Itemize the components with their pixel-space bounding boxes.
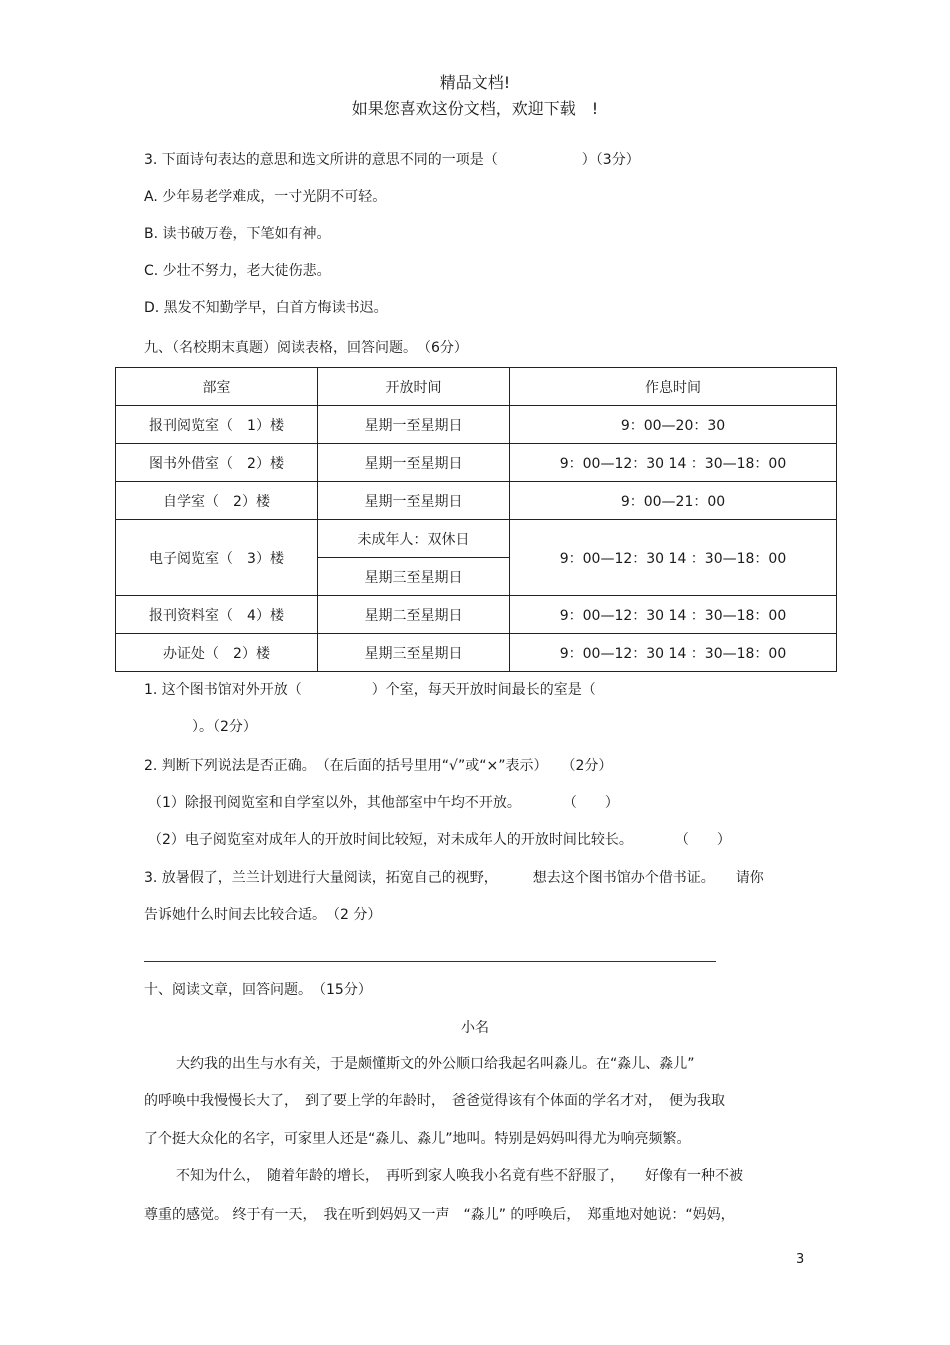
s9-question-1: 1. 这个图书馆对外开放（ ）个室，每天开放时间最长的室是（ bbox=[144, 682, 596, 698]
open-cell: 星期一至星期日 bbox=[318, 482, 510, 520]
hours-cell: 9：00—12：30 14 ：30—18：00 bbox=[510, 444, 837, 482]
article-title: 小名 bbox=[461, 1020, 489, 1036]
section9-title: 九、（名校期末真题）阅读表格，回答问题。 （6分） bbox=[144, 340, 468, 356]
hours-cell: 9：00—21：00 bbox=[510, 482, 837, 520]
schedule-table bbox=[115, 367, 837, 672]
open-cell-adults: 星期三至星期日 bbox=[318, 558, 510, 596]
q3-option-b: B. 读书破万卷，下笔如有神。 bbox=[144, 226, 331, 242]
s9-question-2-item-1: （1）除报刊阅览室和自学室以外，其他部室中午均不开放。 （ ） bbox=[148, 795, 619, 811]
open-cell: 星期三至星期日 bbox=[318, 634, 510, 672]
header-room: 部室 bbox=[116, 368, 318, 406]
q3-option-c: C. 少壮不努力，老大徒伤悲。 bbox=[144, 263, 331, 279]
room-cell: 电子阅览室（ 3）楼 bbox=[116, 520, 318, 596]
hours-cell: 9：00—12：30 14 ：30—18：00 bbox=[510, 596, 837, 634]
open-cell: 星期二至星期日 bbox=[318, 596, 510, 634]
table-row bbox=[116, 634, 837, 672]
q3-option-a: A. 少年易老学难成，一寸光阴不可轻。 bbox=[144, 189, 387, 205]
open-cell: 星期一至星期日 bbox=[318, 406, 510, 444]
room-cell: 自学室（ 2）楼 bbox=[116, 482, 318, 520]
open-cell-minors: 未成年人：双休日 bbox=[318, 520, 510, 558]
room-cell: 报刊阅览室（ 1）楼 bbox=[116, 406, 318, 444]
header-hours: 作息时间 bbox=[510, 368, 837, 406]
hours-cell: 9：00—12：30 14 ：30—18：00 bbox=[510, 634, 837, 672]
article-paragraph-line: 大约我的出生与水有关，于是颇懂斯文的外公顺口给我起名叫淼儿。在“淼儿、淼儿” bbox=[176, 1056, 695, 1072]
table-row bbox=[116, 444, 837, 482]
s9-question-2-item-2: （2）电子阅览室对成年人的开放时间比较短，对未成年人的开放时间比较长。 （ ） bbox=[148, 832, 731, 848]
s9-question-3-cont: 告诉她什么时间去比较合适。 （2 分） bbox=[144, 907, 382, 923]
q3-stem: 3. 下面诗句表达的意思和选文所讲的意思不同的一项是（ ）（3分） bbox=[144, 152, 640, 168]
hours-cell: 9：00—20：30 bbox=[510, 406, 837, 444]
q3-option-d: D. 黑发不知勤学早，白首方悔读书迟。 bbox=[144, 300, 388, 316]
header-line-1: 精品文档! bbox=[439, 73, 511, 92]
room-cell: 报刊资料室（ 4）楼 bbox=[116, 596, 318, 634]
hours-cell: 9：00—12：30 14 ：30—18：00 bbox=[510, 520, 837, 596]
article-paragraph-line: 尊重的感觉。 终于有一天， 我在听到妈妈又一声 “淼儿” 的呼唤后， 郑重地对她说：“妈妈， bbox=[144, 1207, 735, 1223]
table-row bbox=[116, 520, 837, 558]
table-header-row bbox=[116, 368, 837, 406]
table-row bbox=[116, 482, 837, 520]
table-row bbox=[116, 596, 837, 634]
article-paragraph-line: 不知为什么， 随着年龄的增长， 再听到家人唤我小名竟有些不舒服了， 好像有一种不被 bbox=[176, 1168, 743, 1184]
open-cell: 星期一至星期日 bbox=[318, 444, 510, 482]
article-paragraph-line: 了个挺大众化的名字，可家里人还是“淼儿、淼儿”地叫。特别是妈妈叫得尤为响亮频繁。 bbox=[144, 1131, 691, 1147]
s9-question-2: 2. 判断下列说法是否正确。 （在后面的括号里用“√”或“×”表示） （2分） bbox=[144, 758, 613, 774]
header-open: 开放时间 bbox=[318, 368, 510, 406]
answer-line[interactable] bbox=[144, 961, 716, 962]
article-paragraph-line: 的呼唤中我慢慢长大了， 到了要上学的年龄时， 爸爸觉得该有个体面的学名才对， 便为我取 bbox=[144, 1093, 725, 1109]
section10-title: 十、阅读文章，回答问题。 （15分） bbox=[144, 982, 372, 998]
header-line-2: 如果您喜欢这份文档，欢迎下载 ! bbox=[351, 99, 599, 118]
table-row bbox=[116, 406, 837, 444]
page-number: 3 bbox=[796, 1252, 805, 1267]
room-cell: 图书外借室（ 2）楼 bbox=[116, 444, 318, 482]
room-cell: 办证处（ 2）楼 bbox=[116, 634, 318, 672]
s9-question-1-cont: ）。（2分） bbox=[192, 719, 257, 735]
s9-question-3: 3. 放暑假了，兰兰计划进行大量阅读，拓宽自己的视野， 想去这个图书馆办个借书证。 请你 bbox=[144, 870, 764, 886]
